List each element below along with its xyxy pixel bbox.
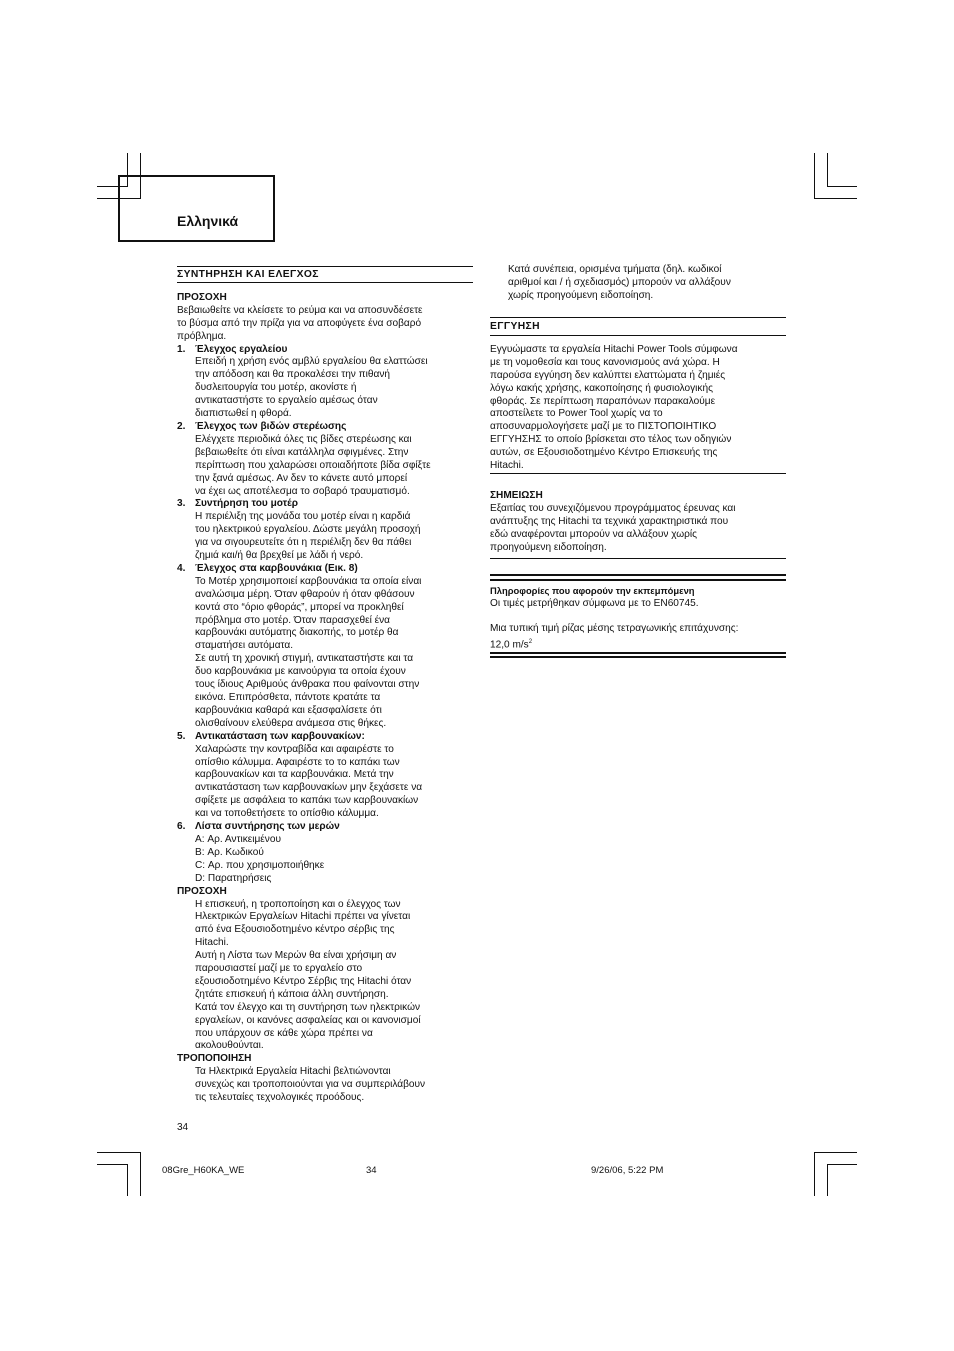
text-line: πρόβλημα στο μοτέρ. Όταν παρασχεθεί ένα bbox=[195, 614, 391, 626]
crop-mark bbox=[814, 198, 857, 199]
page-number: 34 bbox=[177, 1122, 189, 1133]
section-rule-thick bbox=[490, 656, 786, 658]
text-line: την απόδοση και θα προκαλέσει την πιθανή bbox=[195, 369, 390, 381]
continuation-text bbox=[490, 264, 786, 303]
text-line: αντικατάσταση των καρβουνακίων μην ξεχάσετε να bbox=[195, 782, 423, 794]
item-body bbox=[177, 434, 473, 499]
modification-heading: ΤΡΟΠΟΠΟΙΗΣΗ bbox=[177, 1053, 252, 1065]
modification-text bbox=[177, 1066, 473, 1105]
item-number: 5. bbox=[177, 730, 186, 742]
note-section bbox=[490, 490, 786, 555]
text-line: D: Παρατηρήσεις bbox=[195, 872, 272, 884]
warranty-section bbox=[490, 321, 786, 473]
maintenance-item bbox=[177, 421, 473, 498]
text-line: C: Αρ. που χρησιμοποιήθηκε bbox=[195, 859, 325, 871]
text-line: Εξαιτίας του συνεχιζόμενου προγράμματος έρευνας και bbox=[490, 502, 736, 514]
warranty-heading: ΕΓΓΥΗΣΗ bbox=[490, 321, 540, 332]
crop-mark bbox=[827, 153, 828, 187]
text-line: οπίσθιο κάλυμμα. Αφαιρέστε το το καπάκι των bbox=[195, 756, 400, 768]
item-body bbox=[177, 576, 473, 731]
text-line: παρουσιαστεί μαζί με το εργαλείο στο bbox=[195, 963, 363, 975]
text-line: εξουσιοδοτημένο Κέντρο Σέρβις της Hitachi όταν bbox=[195, 975, 412, 987]
item-title: Έλεγχος στα καρβουνάκια (Εικ. 8) bbox=[195, 562, 358, 574]
text-line: A: Αρ. Αντικειμένου bbox=[195, 833, 281, 845]
text-line: Τα Ηλεκτρικά Εργαλεία Hitachi βελτιώνονται bbox=[195, 1066, 391, 1078]
text-line: ΕΓΓΥΗΣΗΣ το οποίο βρίσκεται στο τέλος των οδηγιών bbox=[490, 434, 732, 446]
text-line: φθοράς. Σε περίπτωση παραπόνων παρακαλούμε bbox=[490, 395, 716, 407]
item-body bbox=[177, 511, 473, 563]
text-line: δυσλειτουργία του μοτέρ, ακονίστε ή bbox=[195, 382, 357, 394]
text-line: προηγούμενη ειδοποίηση. bbox=[490, 541, 607, 553]
text-line: Βεβαιωθείτε να κλείσετε το ρεύμα και να αποσυνδέσετε bbox=[177, 304, 423, 316]
section-rule bbox=[177, 266, 473, 267]
item-number: 4. bbox=[177, 562, 186, 574]
text-line: Hitachi. bbox=[490, 460, 524, 472]
text-line: Σε αυτή τη χρονική στιγμή, αντικαταστήστε και τα bbox=[195, 653, 414, 665]
item-heading bbox=[177, 731, 473, 744]
text-line: αυτών, σε Εξουσιοδοτημένο Κέντρο Επισκευής της bbox=[490, 447, 718, 459]
item-heading bbox=[177, 421, 473, 434]
item-title: Έλεγχος εργαλείου bbox=[195, 343, 288, 355]
crop-mark bbox=[127, 1164, 128, 1196]
emission-heading: Πληροφορίες που αφορούν την εκπεμπόμενη bbox=[490, 585, 695, 596]
maintenance-list bbox=[177, 344, 473, 886]
text-line: Hitachi. bbox=[195, 937, 229, 949]
text-line: Αυτή η Λίστα των Μερών θα είναι χρήσιμη αν bbox=[195, 950, 397, 962]
text-line: ζημιά και/ή θα βρεχθεί με λάδι ή νερό. bbox=[195, 550, 364, 562]
item-heading bbox=[177, 344, 473, 357]
footer-page: 34 bbox=[366, 1165, 377, 1176]
crop-mark bbox=[140, 1152, 141, 1196]
crop-mark bbox=[97, 1152, 140, 1153]
text-line: Εγγυώμαστε τα εργαλεία Hitachi Power Tools σύμφωνα bbox=[490, 343, 738, 355]
text-line: δυο καρβουνάκια με καινούργια τα οποία έχουν bbox=[195, 666, 406, 678]
text-line: με τη νομοθεσία και τους κανονισμούς ανά χώρα. Η bbox=[490, 356, 720, 368]
section-rule-thick bbox=[490, 652, 786, 654]
item-number: 3. bbox=[177, 498, 186, 510]
text-line: ακολουθούνται. bbox=[195, 1040, 264, 1052]
crop-mark bbox=[97, 1164, 127, 1165]
section-rule-thick bbox=[490, 574, 786, 576]
acceleration-exponent: 2 bbox=[528, 638, 533, 645]
maintenance-item bbox=[177, 563, 473, 731]
item-title: Αντικατάσταση των καρβουνακίων: bbox=[195, 730, 365, 742]
crop-mark bbox=[827, 186, 857, 187]
crop-mark bbox=[814, 1152, 815, 1196]
acceleration-number: 12,0 m/s bbox=[490, 639, 529, 651]
emission-section bbox=[490, 585, 786, 652]
maintenance-item bbox=[177, 498, 473, 563]
caution-text bbox=[177, 305, 473, 344]
text-line: τις τελευταίες τεχνολογικές προόδους. bbox=[195, 1092, 365, 1104]
crop-mark bbox=[814, 1152, 857, 1153]
caution-text bbox=[177, 899, 473, 1054]
crop-mark bbox=[827, 1164, 828, 1196]
crop-mark bbox=[814, 153, 815, 199]
text-line: παρούσα εγγύηση δεν καλύπτει ελαττώματα ή ζημιές bbox=[490, 369, 726, 381]
text-line: βεβαιωθείτε ότι είναι κατάλληλα σφιγμένες. Στην bbox=[195, 446, 409, 458]
acceleration-value bbox=[490, 636, 786, 652]
text-line: Το Μοτέρ χρησιμοποιεί καρβουνάκια τα οποία είναι bbox=[195, 575, 422, 587]
footer-timestamp: 9/26/06, 5:22 PM bbox=[591, 1165, 664, 1176]
item-number: 2. bbox=[177, 420, 186, 432]
text-line: καρβουνακίων και τα καρβουνάκια. Μετά την bbox=[195, 769, 394, 781]
item-number: 1. bbox=[177, 343, 186, 355]
item-title: Λίστα συντήρησης των μερών bbox=[195, 821, 340, 833]
text-line: του ηλεκτρικού εργαλείου. Δώστε μεγάλη προσοχή bbox=[195, 524, 421, 536]
text-line: κοντά στο “όριο φθοράς”, μπορεί να προκληθεί bbox=[195, 601, 404, 613]
text-line: αριθμοί και / ή σχεδιασμός) μπορούν να αλλάξουν bbox=[508, 276, 731, 288]
text-line: ανάπτυξης της Hitachi τα τεχνικά χαρακτηριστικά που bbox=[490, 515, 729, 527]
text-line: εικόνα. Επιπρόσθετα, πάντοτε κρατάτε τα bbox=[195, 692, 381, 703]
item-heading bbox=[177, 821, 473, 834]
text-line: εδώ αναφέρονται μπορούν να αλλάξουν χωρίς bbox=[490, 528, 697, 540]
text-line: Κατά συνέπεια, ορισμένα τμήματα (δηλ. κωδικοί bbox=[508, 264, 722, 275]
text-line: καρβουνάκια καθαρά και εξασφαλίσετε ότι bbox=[195, 704, 382, 716]
text-line: αποστείλετε το Power Tool χωρίς να το bbox=[490, 408, 663, 420]
section-rule-thick bbox=[490, 579, 786, 581]
text-line: B: Αρ. Κωδικού bbox=[195, 846, 264, 858]
text-line: χωρίς προηγούμενη ειδοποίηση. bbox=[508, 289, 654, 301]
text-line: αποσυναρμολογήσετε μαζί με το ΠΙΣΤΟΠΟΙΗΤΙΚΟ bbox=[490, 421, 717, 433]
note-heading: ΣΗΜΕΙΩΣΗ bbox=[490, 490, 543, 501]
text-line: από ένα Εξουσιοδοτημένο κέντρο σέρβις της bbox=[195, 924, 395, 936]
maintenance-item bbox=[177, 344, 473, 421]
item-body bbox=[177, 744, 473, 821]
text-line: σφίξετε με ασφάλεια το καπάκι των καρβουνακίων bbox=[195, 795, 419, 807]
text-line: Χαλαρώστε την κοντραβίδα και αφαιρέστε το bbox=[195, 743, 394, 755]
maintenance-item bbox=[177, 731, 473, 821]
caution-heading: ΠΡΟΣΟΧΗ bbox=[177, 291, 227, 303]
left-column bbox=[177, 269, 473, 1105]
text-line: Ηλεκτρικών Εργαλείων Hitachi πρέπει να γίνεται bbox=[195, 911, 411, 923]
text-line: την ξανά αμέσως. Αν δεν το κάνετε αυτό μπορεί bbox=[195, 472, 408, 484]
text-line: περίπτωση που χαλαρώσει οποιαδήποτε βίδα σφίξτε bbox=[195, 459, 431, 471]
language-tab bbox=[118, 175, 275, 242]
text-line: Κατά τον έλεγχο και τη συντήρηση των ηλεκτρικών bbox=[195, 1001, 420, 1013]
text-line: να έχει ως αποτέλεσμα το σοβαρό τραυματισμό. bbox=[195, 485, 410, 497]
crop-mark bbox=[827, 1164, 857, 1165]
footer-filename: 08Gre_H60KA_WE bbox=[162, 1165, 245, 1176]
item-heading bbox=[177, 498, 473, 511]
text-line: αναλώσιμα μέρη. Όταν φθαρούν ή όταν φθάσουν bbox=[195, 588, 415, 600]
text-line: συνεχώς και τροποποιούνται για να συμπεριλάβουν bbox=[195, 1079, 426, 1091]
section-title: ΣΥΝΤΗΡΗΣΗ ΚΑΙ ΕΛΕΓΧΟΣ bbox=[177, 269, 319, 280]
text-line: λόγω κακής χρήσης, κακοποίησης ή φυσιολογικής bbox=[490, 382, 713, 394]
item-body bbox=[177, 834, 473, 886]
text-line: ολισθαίνουν ελεύθερα ανάμεσα στις θήκες. bbox=[195, 717, 387, 729]
item-heading bbox=[177, 563, 473, 576]
section-rule bbox=[490, 558, 786, 559]
text-line: διαπιστωθεί η φθορά. bbox=[195, 408, 292, 420]
text-line: για να σιγουρευτείτε ότι η περιέλιξη δεν θα πάθει bbox=[195, 537, 412, 549]
item-body bbox=[177, 356, 473, 421]
emission-line: Οι τιμές μετρήθηκαν σύμφωνα με το EN60745. bbox=[490, 597, 699, 609]
text-line: το βύσμα από την πρίζα για να αποφύγετε ένα σοβαρό bbox=[177, 317, 422, 329]
text-line: εργαλείων, οι κανόνες ασφαλείας και οι κανονισμοί bbox=[195, 1014, 421, 1026]
item-title: Συντήρηση του μοτέρ bbox=[195, 498, 298, 510]
text-line: που υπάρχουν σε κάθε χώρα πρέπει να bbox=[195, 1027, 373, 1039]
text-line: πρόβλημα. bbox=[177, 330, 227, 342]
text-line: Η περιέλιξη της μονάδα του μοτέρ είναι η καρδιά bbox=[195, 511, 411, 523]
item-title: Έλεγχος των βιδών στερέωσης bbox=[195, 420, 347, 432]
text-line: σταματήσει αυτόματα. bbox=[195, 640, 294, 652]
text-line: Ελέγχετε περιοδικά όλες τις βίδες στερέωσης και bbox=[195, 433, 412, 445]
section-rule bbox=[490, 473, 786, 474]
text-line: καρβουνάκι αυτόματης διακοπής, το μοτέρ θα bbox=[195, 627, 399, 639]
text-line: Επειδή η χρήση ενός αμβλύ εργαλείου θα ελαττώσει bbox=[195, 356, 428, 368]
language-label: Ελληνικά bbox=[177, 213, 239, 229]
acceleration-line: Μια τυπική τιμή ρίζας μέσης τετραγωνικής επιτάχυνσης: bbox=[490, 622, 739, 634]
caution-heading: ΠΡΟΣΟΧΗ bbox=[177, 885, 227, 897]
text-line: ζητάτε επισκευή ή κάποια άλλη συντήρηση. bbox=[195, 988, 389, 1000]
item-number: 6. bbox=[177, 821, 186, 833]
text-line: αντικαταστήστε το εργαλείο αμέσως όταν bbox=[195, 395, 378, 407]
maintenance-item bbox=[177, 821, 473, 886]
text-line: και να τοποθετήσετε το οπίσθιο κάλυμμα. bbox=[195, 808, 379, 820]
text-line: τους ίδιους Αριθμούς άνθρακα που φαίνονται στην bbox=[195, 679, 420, 691]
text-line: Η επισκευή, η τροποποίηση και ο έλεγχος των bbox=[195, 898, 401, 910]
section-rule bbox=[490, 317, 786, 318]
